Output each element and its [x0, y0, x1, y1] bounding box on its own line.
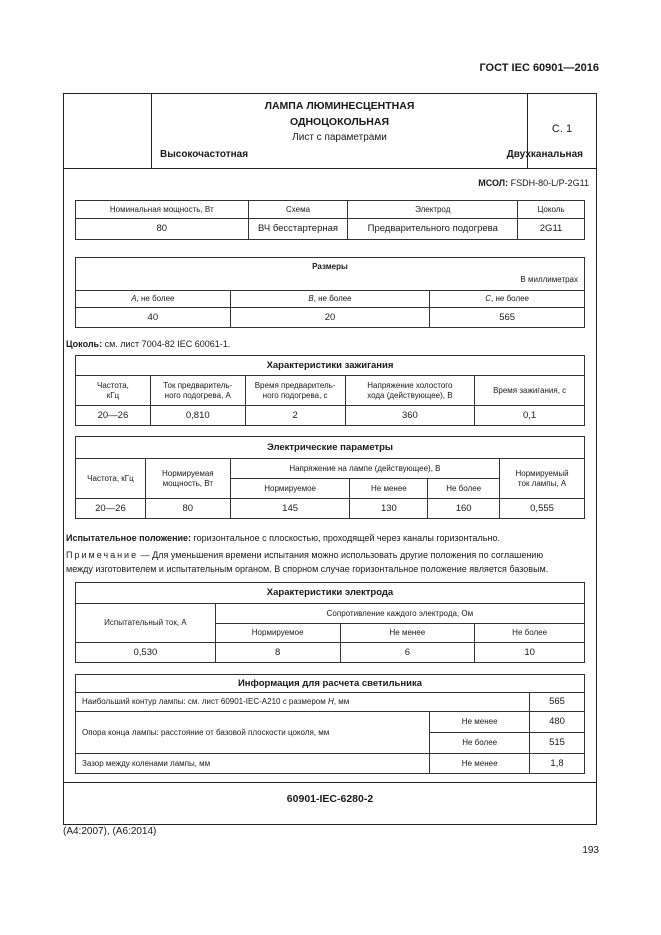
min-label: Не менее	[430, 754, 530, 774]
title-line-2: ОДНОЦОКОЛЬНАЯ	[289, 116, 390, 128]
header-cell: Нормируемая мощность, Вт	[145, 459, 230, 499]
title-line-1: ЛАМПА ЛЮМИНЕСЦЕНТНАЯ	[264, 100, 415, 112]
header-cell: Не более	[475, 624, 585, 643]
electrode-table	[75, 582, 585, 663]
sheet-page: С. 1	[551, 123, 573, 135]
electrode-title: Характеристики электрода	[76, 583, 585, 604]
value-cell: 130	[350, 499, 428, 519]
sheet-code: 60901-IEC-6280-2	[286, 793, 374, 805]
value-cell: 80	[76, 219, 249, 240]
value-cell: 10	[475, 643, 585, 663]
mcol-designation	[478, 178, 589, 188]
dimensions-table	[75, 257, 585, 328]
mcol-label: МСОЛ:	[478, 178, 509, 188]
page-number: 193	[582, 845, 599, 856]
header-cell: Нормируемый ток лампы, А	[500, 459, 585, 499]
value-cell: 0,555	[500, 499, 585, 519]
header-left-cell	[63, 93, 152, 169]
value-cell: 20—26	[76, 406, 151, 426]
sheet-title	[152, 98, 527, 130]
high-frequency-label: Высокочастотная	[160, 149, 249, 160]
cap-note: Цоколь: см. лист 7004-82 IEC 60061-1.	[66, 339, 231, 349]
dual-channel-label: Двухканальная	[506, 149, 583, 160]
dimensions-header	[76, 258, 585, 291]
max-label: Не более	[430, 733, 530, 754]
electrical-table	[75, 436, 585, 519]
value-cell: 20—26	[76, 499, 146, 519]
header-cell: Время предваритель- ного подогрева, с	[245, 376, 345, 406]
luminaire-title: Информация для расчета светильника	[76, 675, 585, 693]
value-cell: 0,530	[76, 643, 216, 663]
header-cell: Не менее	[350, 479, 428, 499]
value-cell: ВЧ бесстартерная	[248, 219, 348, 240]
dimensions-title: Размеры	[312, 262, 348, 271]
header-cell: Не менее	[340, 624, 475, 643]
min-label: Не менее	[430, 712, 530, 733]
value-cell: 8	[215, 643, 340, 663]
header-cell: Схема	[248, 201, 348, 219]
remark-note: Примечание — Для уменьшения времени испытания можно использовать другие положения по соглашению между изготовителем и испытательным органом. В спорном случае горизонтальное положение является базовым.	[66, 550, 549, 574]
header-cell: Сопротивление каждого электрода, Ом	[215, 604, 584, 624]
mcol-value: FSDH-80-L/P-2G11	[510, 178, 589, 188]
value-cell: Предварительного подогрева	[348, 219, 518, 240]
value-cell: 2G11	[518, 219, 585, 240]
header-cell: Цоколь	[518, 201, 585, 219]
value-cell: 565	[430, 308, 585, 328]
value-cell: 160	[428, 499, 500, 519]
amendments: (A4:2007), (A6:2014)	[63, 826, 157, 837]
value-cell: 480	[530, 712, 585, 733]
header-cell: Нормируемое	[230, 479, 350, 499]
test-position-note: Испытательное положение: горизонтальное с плоскостью, проходящей через каналы горизонтально.	[66, 533, 500, 543]
header-cell: Частота, кГц	[76, 459, 146, 499]
remark-label: Примечание	[66, 550, 139, 560]
header-cell: Не более	[428, 479, 500, 499]
value-cell: 1,8	[530, 754, 585, 774]
value-cell: 145	[230, 499, 350, 519]
header-cell: Напряжение холостого хода (действующее), В	[345, 376, 475, 406]
header-cell: Ток предваритель- ного подогрева, А	[150, 376, 245, 406]
contour-label: Наибольший контур лампы: см. лист 60901-IEC-A210 с размером H, мм	[76, 693, 530, 712]
gap-label: Зазор между коленами лампы, мм	[76, 754, 430, 774]
value-cell: 360	[345, 406, 475, 426]
value-cell: 2	[245, 406, 345, 426]
header-cell: C, не более	[430, 291, 585, 308]
value-cell: 515	[530, 733, 585, 754]
header-cell: Напряжение на лампе (действующее), В	[230, 459, 499, 479]
header-cell: Нормируемое	[215, 624, 340, 643]
header-cell: Время зажигания, с	[475, 376, 585, 406]
dimensions-unit: В миллиметрах	[520, 275, 578, 284]
header-cell: A, не более	[76, 291, 231, 308]
header-divider	[63, 168, 597, 169]
header-cell: Частота, кГц	[76, 376, 151, 406]
header-cell: Номинальная мощность, Вт	[76, 201, 249, 219]
support-label: Опора конца лампы: расстояние от базовой плоскости цоколя, мм	[76, 712, 430, 754]
value-cell: 80	[145, 499, 230, 519]
luminaire-table	[75, 674, 585, 774]
ignition-table	[75, 355, 585, 426]
value-cell: 565	[530, 693, 585, 712]
document-number: ГОСТ IEC 60901—2016	[479, 62, 599, 74]
general-table	[75, 200, 585, 240]
header-cell: Испытательный ток, А	[76, 604, 216, 643]
value-cell: 20	[230, 308, 430, 328]
sheet-subtitle: Лист с параметрами	[292, 132, 387, 143]
footer-divider	[63, 782, 597, 783]
value-cell: 6	[340, 643, 475, 663]
value-cell: 0,1	[475, 406, 585, 426]
header-cell: Электрод	[348, 201, 518, 219]
ignition-title: Характеристики зажигания	[76, 356, 585, 376]
electrical-title: Электрические параметры	[76, 437, 585, 459]
value-cell: 0,810	[150, 406, 245, 426]
header-cell: B, не более	[230, 291, 430, 308]
value-cell: 40	[76, 308, 231, 328]
